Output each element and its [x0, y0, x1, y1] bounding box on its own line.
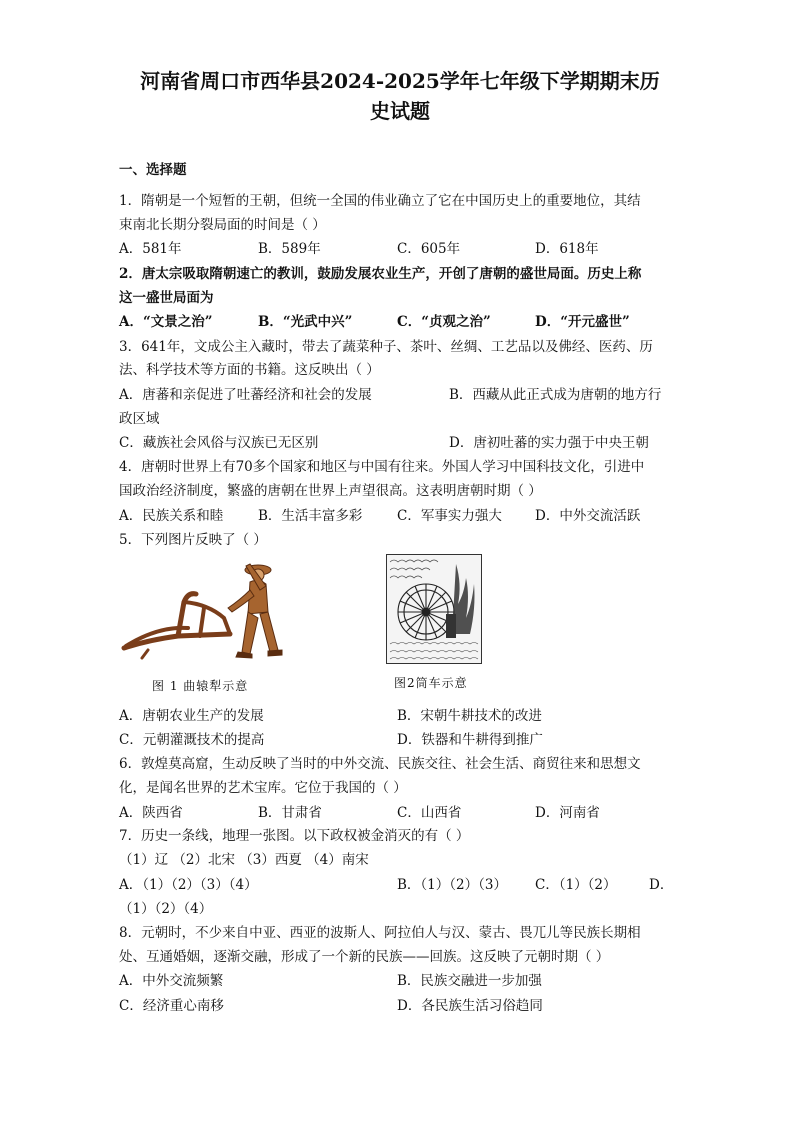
- q5-option-a[interactable]: A．唐朝农业生产的发展: [119, 708, 264, 724]
- q6-option-d[interactable]: D．河南省: [535, 805, 600, 821]
- q3-option-b[interactable]: B．西藏从此正式成为唐朝的地方行: [449, 387, 662, 403]
- q7-option-d-cont[interactable]: （1）（2）（4）: [119, 901, 213, 917]
- q8-stem-line2: 处、互通婚姻，逐渐交融，形成了一个新的民族——回族。这反映了元朝时期（ ）: [119, 949, 610, 965]
- q1-stem-line1: 1．隋朝是一个短暂的王朝，但统一全国的伟业确立了它在中国历史上的重要地位，其结: [119, 193, 641, 209]
- q7-option-c[interactable]: C．（1）（2）: [535, 877, 617, 893]
- q7-option-d[interactable]: D．: [649, 877, 674, 893]
- q4-option-b[interactable]: B．生活丰富多彩: [258, 508, 363, 524]
- q6-stem-line1: 6．敦煌莫高窟，生动反映了当时的中外交流、民族交往、社会生活、商贸往来和思想文: [119, 756, 641, 772]
- q3-option-c[interactable]: C．藏族社会风俗与汉族已无区别: [119, 435, 319, 451]
- figure1-caption: 图 1 曲辕犁示意: [152, 679, 249, 693]
- q3-option-a[interactable]: A．唐蕃和亲促进了吐蕃经济和社会的发展: [119, 387, 372, 403]
- water-wheel-illustration: [386, 554, 482, 664]
- q8-stem-line1: 8．元朝时，不少来自中亚、西亚的波斯人、阿拉伯人与汉、蒙古、畏兀儿等民族长期相: [119, 925, 641, 941]
- q6-stem-line2: 化，是闻名世界的艺术宝库。它位于我国的（ ）: [119, 780, 407, 796]
- q3-stem-line2: 法、科学技术等方面的书籍。这反映出（ ）: [119, 362, 380, 378]
- q1-option-d[interactable]: D．618年: [535, 241, 599, 257]
- q4-option-d[interactable]: D．中外交流活跃: [535, 508, 641, 524]
- q7-option-b[interactable]: B．（1）（2）（3）: [397, 877, 507, 893]
- q8-option-c[interactable]: C．经济重心南移: [119, 998, 224, 1014]
- exam-title-line2: 史试题: [370, 99, 430, 123]
- q3-option-b-cont[interactable]: 政区域: [119, 411, 160, 427]
- q4-stem-line2: 国政治经济制度，繁盛的唐朝在世界上声望很高。这表明唐朝时期（ ）: [119, 483, 542, 499]
- q1-stem-line2: 束南北长期分裂局面的时间是（ ）: [119, 217, 326, 233]
- q3-stem-line1: 3．641年，文成公主入藏时，带去了蔬菜种子、茶叶、丝绸、工艺品以及佛经、医药、历: [119, 339, 653, 355]
- q1-option-c[interactable]: C．605年: [397, 241, 461, 257]
- q5-option-b[interactable]: B．宋朝牛耕技术的改进: [397, 708, 542, 724]
- q4-option-c[interactable]: C．军事实力强大: [397, 508, 502, 524]
- figure2-caption: 图2筒车示意: [394, 676, 468, 690]
- q2-option-b[interactable]: B．“光武中兴”: [258, 314, 353, 330]
- q1-option-a[interactable]: A．581年: [119, 241, 182, 257]
- q7-stem: 7．历史一条线，地理一张图。以下政权被金消灭的有（ ）: [119, 828, 470, 844]
- exam-title-line1: 河南省周口市西华县2024-2025学年七年级下学期期末历: [140, 69, 660, 93]
- q8-option-b[interactable]: B．民族交融进一步加强: [397, 973, 542, 989]
- q5-stem: 5．下列图片反映了（ ）: [119, 532, 267, 548]
- q2-stem-line2: 这一盛世局面为: [119, 290, 214, 306]
- q5-option-c[interactable]: C．元朝灌溉技术的提高: [119, 732, 265, 748]
- q2-option-d[interactable]: D．“开元盛世”: [535, 314, 630, 330]
- q3-option-d[interactable]: D．唐初吐蕃的实力强于中央王朝: [449, 435, 649, 451]
- q6-option-b[interactable]: B．甘肃省: [258, 805, 322, 821]
- q2-option-a[interactable]: A．“文景之治”: [119, 314, 213, 330]
- q8-option-d[interactable]: D．各民族生活习俗趋同: [397, 998, 543, 1014]
- q7-option-a[interactable]: A．（1）（2）（3）（4）: [119, 877, 258, 893]
- q1-option-b[interactable]: B．589年: [258, 241, 321, 257]
- q2-stem-line1: 2．唐太宗吸取隋朝速亡的教训，鼓励发展农业生产，开创了唐朝的盛世局面。历史上称: [119, 266, 642, 282]
- curved-shaft-plow-illustration: [118, 556, 284, 660]
- q6-option-a[interactable]: A．陕西省: [119, 805, 183, 821]
- q8-option-a[interactable]: A．中外交流频繁: [119, 973, 224, 989]
- q5-option-d[interactable]: D．铁器和牛耕得到推广: [397, 732, 543, 748]
- q7-items: （1）辽 （2）北宋 （3）西夏 （4）南宋: [119, 852, 369, 868]
- q6-option-c[interactable]: C．山西省: [397, 805, 462, 821]
- section-heading: 一、选择题: [119, 162, 187, 178]
- q4-stem-line1: 4．唐朝时世界上有70多个国家和地区与中国有往来。外国人学习中国科技文化，引进中: [119, 459, 645, 475]
- q2-option-c[interactable]: C．“贞观之治”: [397, 314, 491, 330]
- q4-option-a[interactable]: A．民族关系和睦: [119, 508, 224, 524]
